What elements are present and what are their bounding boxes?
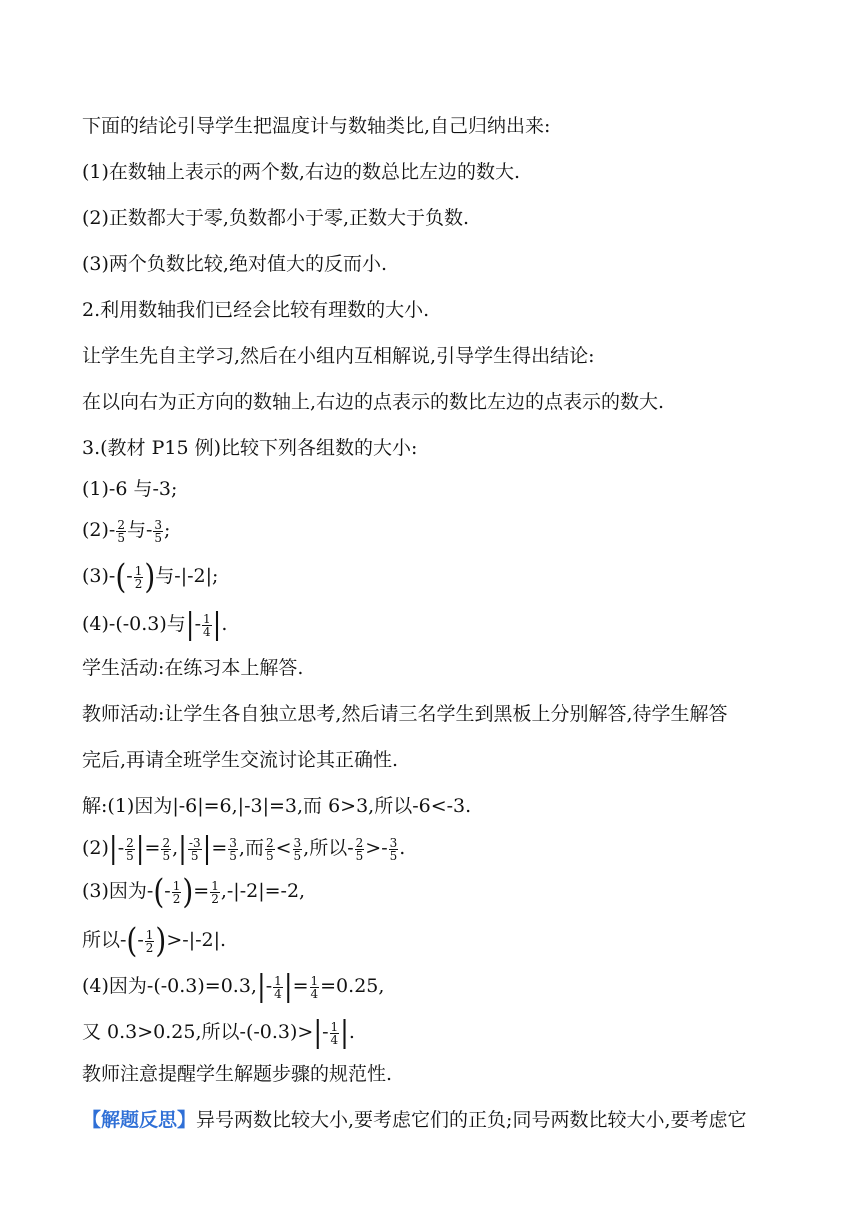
fraction: $\frac{1}{2}$ bbox=[134, 563, 143, 591]
fraction: $\frac{1}{2}$ bbox=[172, 878, 181, 906]
text-line: 在以向右为正方向的数轴上,右边的点表示的数比左边的点表示的数大. bbox=[82, 391, 665, 413]
text-line: (2)正数都大于零,负数都小于零,正数大于负数. bbox=[82, 207, 470, 229]
solution-2: (2)|- $\frac{2}{5}$ |= $\frac{2}{5}$ ,| $\frac{-3}{5}$ |= $\frac{3}{5}$ ,而 $\frac{2}{5}$ < $\frac{3}{5}$ ,所以- $\frac{2}{5}$ >- $\frac{3}{5}$ . bbox=[82, 831, 406, 867]
text-line: 2.利用数轴我们已经会比较有理数的大小. bbox=[82, 299, 430, 321]
solution-3: (3)因为-(- $\frac{1}{2}$ )= $\frac{1}{2}$ ,-|-2|=-2, bbox=[82, 871, 306, 912]
fraction: $\frac{2}{5}$ bbox=[126, 835, 134, 863]
reflection-tag: 【解题反思】 bbox=[82, 1109, 197, 1131]
fraction: $\frac{2}{5}$ bbox=[162, 835, 171, 863]
fraction: $\frac{3}{5}$ bbox=[229, 835, 237, 863]
fraction: $\frac{3}{5}$ bbox=[293, 835, 302, 863]
solution-1: 解:(1)因为|-6|=6,|-3|=3,而 6>3,所以-6<-3. bbox=[82, 795, 472, 817]
text-line: 下面的结论引导学生把温度计与数轴类比,自己归纳出来: bbox=[82, 115, 551, 137]
solution-3-conclusion: 所以-(- $\frac{1}{2}$ )>-|-2|. bbox=[82, 920, 227, 961]
fraction: $\frac{1}{2}$ bbox=[145, 927, 154, 955]
fraction: $\frac{3}{5}$ bbox=[154, 517, 163, 545]
fraction: $\frac{2}{5}$ bbox=[117, 517, 125, 545]
solution-4-conclusion: 又 0.3>0.25,所以-(-0.3)>|- $\frac{1}{4}$ |. bbox=[82, 1015, 355, 1051]
text-line: 3.(教材 P15 例)比较下列各组数的大小: bbox=[82, 437, 418, 459]
fraction: $\frac{1}{4}$ bbox=[310, 973, 319, 1001]
reflection: 【解题反思】异号两数比较大小,要考虑它们的正负;同号两数比较大小,要考虑它 bbox=[82, 1109, 747, 1131]
text-line: 学生活动:在练习本上解答. bbox=[82, 657, 304, 679]
fraction: $\frac{2}{5}$ bbox=[355, 835, 364, 863]
fraction: $\frac{3}{5}$ bbox=[389, 835, 398, 863]
fraction: $\frac{1}{2}$ bbox=[211, 878, 219, 906]
problem-2: (2)- $\frac{2}{5}$ 与- $\frac{3}{5}$ ; bbox=[82, 517, 171, 545]
solution-4: (4)因为-(-0.3)=0.3,|- $\frac{1}{4}$ |= $\frac{1}{4}$ =0.25, bbox=[82, 969, 385, 1005]
text-line: (3)两个负数比较,绝对值大的反而小. bbox=[82, 253, 387, 275]
fraction: $\frac{1}{4}$ bbox=[202, 611, 211, 639]
fraction: $\frac{1}{4}$ bbox=[330, 1019, 339, 1047]
fraction: $\frac{-3}{5}$ bbox=[188, 835, 201, 863]
text-line: 让学生先自主学习,然后在小组内互相解说,引导学生得出结论: bbox=[82, 345, 595, 367]
text-line: (1)在数轴上表示的两个数,右边的数总比左边的数大. bbox=[82, 161, 520, 183]
problem-1: (1)-6 与-3; bbox=[82, 478, 178, 500]
text-line: 教师活动:让学生各自独立思考,然后请三名学生到黑板上分别解答,待学生解答 bbox=[82, 703, 728, 725]
problem-3: (3)-(- $\frac{1}{2}$ )与-|-2|; bbox=[82, 556, 219, 597]
fraction: $\frac{1}{4}$ bbox=[274, 973, 282, 1001]
text-line: 完后,再请全班学生交流讨论其正确性. bbox=[82, 749, 399, 771]
text-line: 教师注意提醒学生解题步骤的规范性. bbox=[82, 1063, 393, 1085]
problem-4: (4)-(-0.3)与|- $\frac{1}{4}$ |. bbox=[82, 607, 228, 643]
fraction: $\frac{2}{5}$ bbox=[265, 835, 274, 863]
